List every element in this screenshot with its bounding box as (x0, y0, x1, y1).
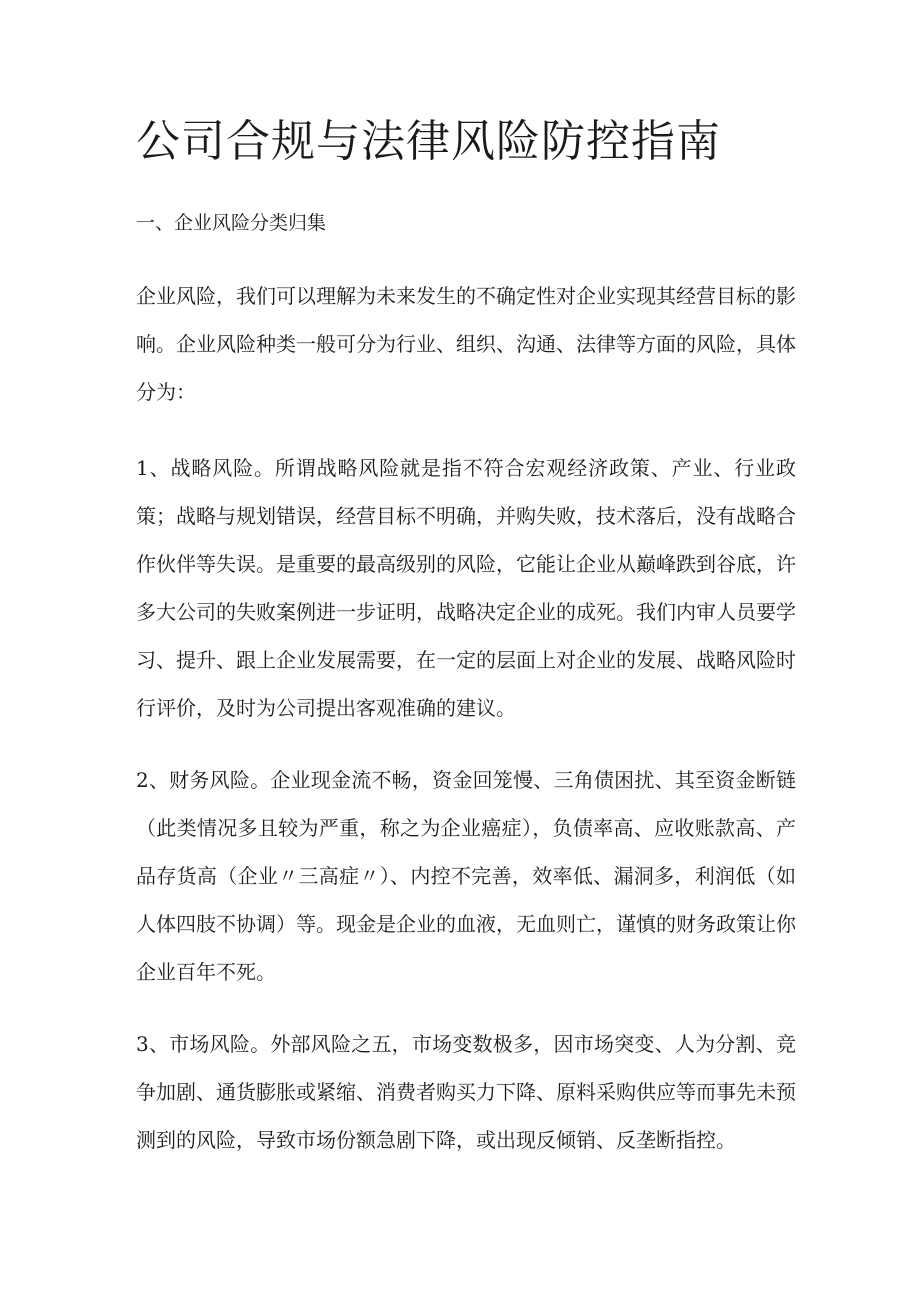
paragraph-market-risk: 3、市场风险。外部风险之五，市场变数极多，因市场突变、人为分割、竞争加剧、通货膨胀或紧缩、消费者购买力下降、原料采购供应等而事先未预测到的风险，导致市场份额急剧下降，或出现反倾销、反垄断指控。 (136, 1032, 796, 1152)
paragraph-strategy-risk: 1、战略风险。所谓战略风险就是指不符合宏观经济政策、产业、行业政策；战略与规划错误，经营目标不明确，并购失败，技术落后，没有战略合作伙伴等失误。是重要的最高级别的风险，它能让企业从巅峰跌到谷底，许多大公司的失败案例进一步证明，战略决定企业的成死。我们内审人员要学习、提升、跟上企业发展需要，在一定的层面上对企业的发展、战略风险时行评价，及时为公司提出客观准确的建议。 (136, 456, 796, 720)
paragraph-financial-risk: 2、财务风险。企业现金流不畅，资金回笼慢、三角债困扰、其至资金断链（此类情况多且较为严重，称之为企业癌症），负债率高、应收账款高、产品存货高（企业〃三高症〃）、内控不完善，效率低、漏洞多，利润低（如人体四肢不协调）等。现金是企业的血液，无血则亡，谨慎的财务政策让你企业百年不死。 (136, 768, 796, 984)
page-title: 公司合规与法律风险防控指南 (136, 116, 721, 167)
paragraph-intro: 企业风险，我们可以理解为未来发生的不确定性对企业实现其经营目标的影响。企业风险种类一般可分为行业、组织、沟通、法律等方面的风险，具体分为： (136, 284, 796, 404)
section-heading: 一、企业风险分类归集 (136, 212, 327, 234)
